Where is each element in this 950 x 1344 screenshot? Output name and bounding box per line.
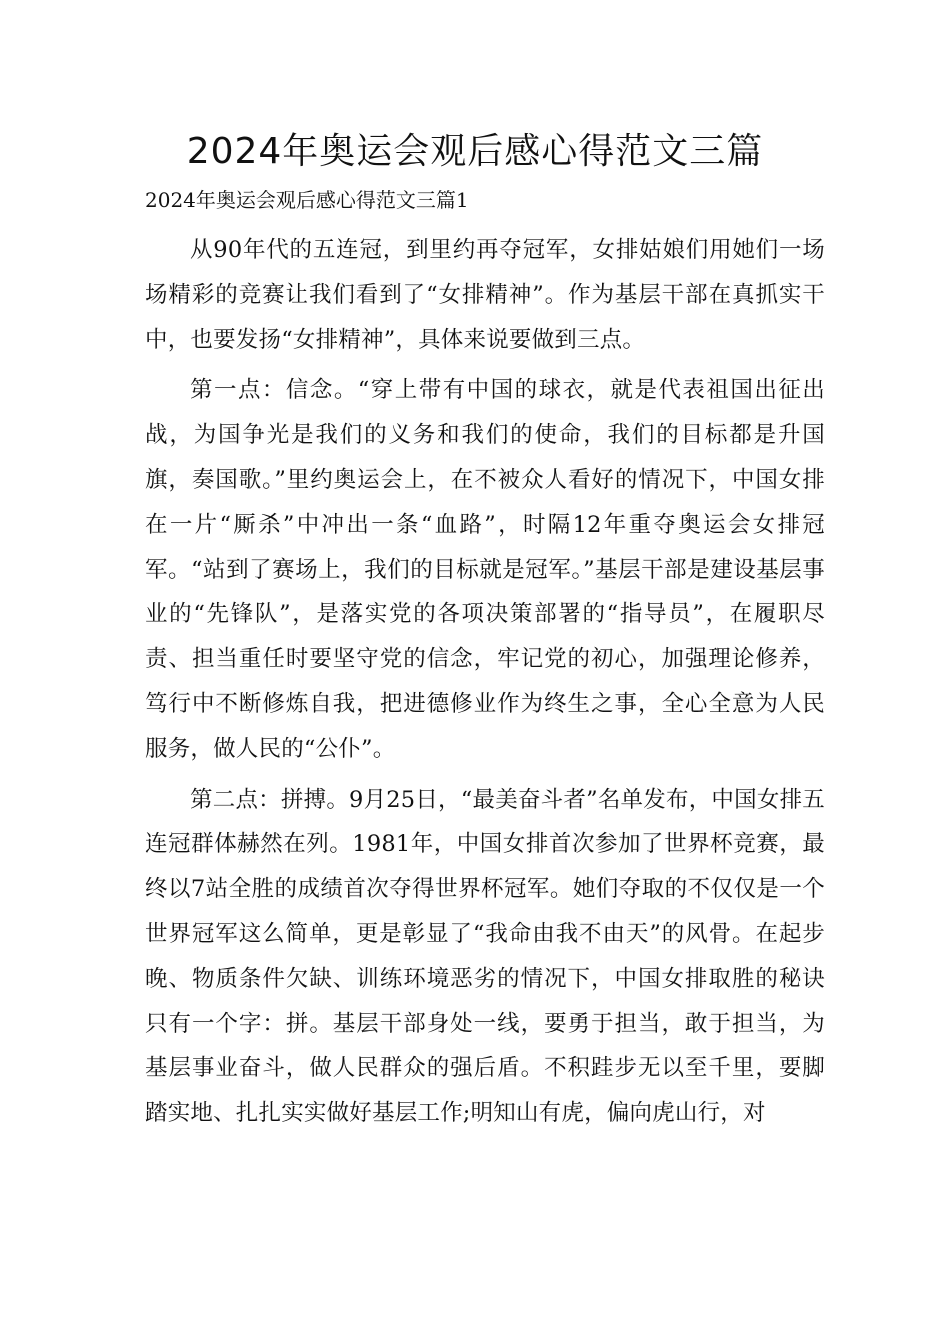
document-title: 2024年奥运会观后感心得范文三篇 <box>186 131 764 172</box>
paragraph-point-two: 第二点：拼搏。9月25日，“最美奋斗者”名单发布，中国女排五连冠群体赫然在列。1981年，中国女排首次参加了世界杯竞赛，最终以7站全胜的成绩首次夺得世界杯冠军。她们夺取的不仅仅是一个世界冠军这么简单，更是彰显了“我命由我不由天”的风骨。在起步晚、物质条件欠缺、训练环境恶劣的情况下，中国女排取胜的秘诀只有一个字：拼。基层干部身处一线，要勇于担当，敢于担当，为基层事业奋斗，做人民群众的强后盾。不积跬步无以至千里，要脚踏实地、扎扎实实做好基层工作;明知山有虎，偏向虎山行，对 <box>145 786 825 1127</box>
paragraph-intro: 从90年代的五连冠，到里约再夺冠军，女排姑娘们用她们一场场精彩的竞赛让我们看到了“女排精神”。作为基层干部在真抓实干中，也要发扬“女排精神”，具体来说要做到三点。 <box>145 237 825 353</box>
document-body <box>145 228 825 1142</box>
document-subtitle: 2024年奥运会观后感心得范文三篇1 <box>145 188 469 212</box>
paragraph-point-one: 第一点：信念。“穿上带有中国的球衣，就是代表祖国出征出战，为国争光是我们的义务和我们的使命，我们的目标都是升国旗，奏国歌。”里约奥运会上，在不被众人看好的情况下，中国女排在一片“厮杀”中冲出一条“血路”，时隔12年重夺奥运会女排冠军。“站到了赛场上，我们的目标就是冠军。”基层干部是建设基层事业的“先锋队”，是落实党的各项决策部署的“指导员”，在履职尽责、担当重任时要坚守党的信念，牢记党的初心，加强理论修养，笃行中不断修炼自我，把进德修业作为终生之事，全心全意为人民服务，做人民的“公仆”。 <box>145 377 825 762</box>
